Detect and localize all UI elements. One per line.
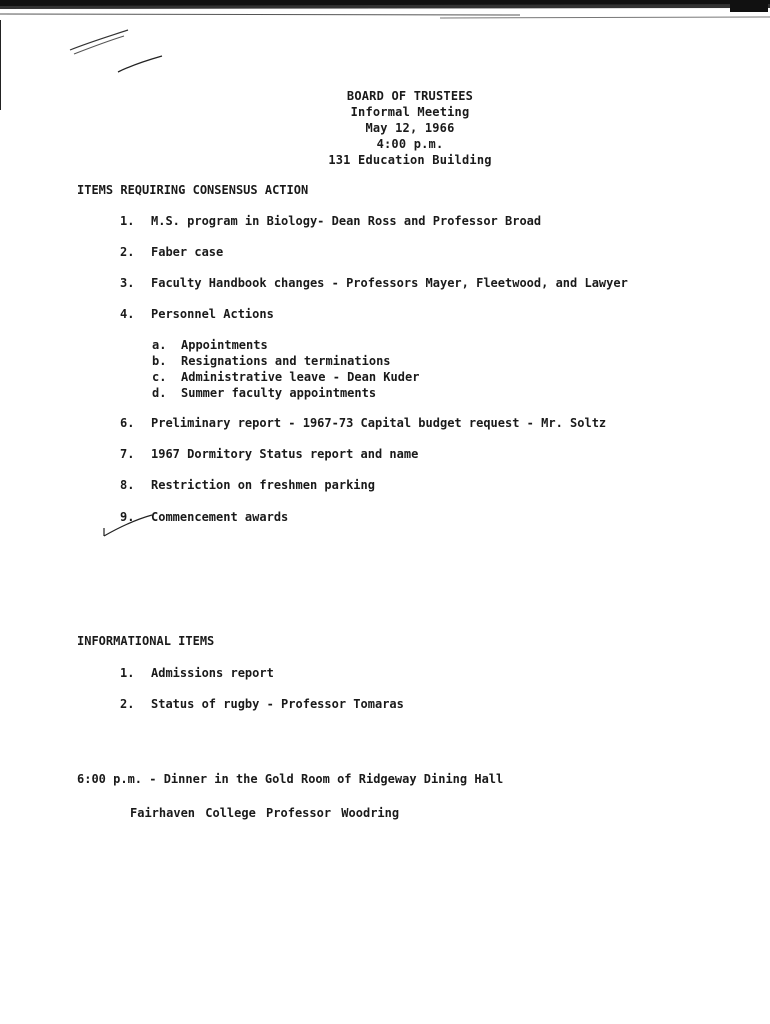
item-number: 1. bbox=[120, 666, 135, 680]
item-number: 9. bbox=[120, 510, 135, 524]
personnel-subitems bbox=[152, 337, 419, 401]
item-text: Preliminary report - 1967-73 Capital budget request - Mr. Soltz bbox=[151, 416, 607, 430]
dinner-subline: Fairhaven College Professor Woodring bbox=[130, 806, 400, 820]
agenda-item bbox=[120, 244, 223, 260]
header-meeting-type: Informal Meeting bbox=[350, 105, 470, 119]
header-location: 131 Education Building bbox=[328, 153, 492, 167]
sub-item-text: Resignations and terminations bbox=[181, 354, 391, 368]
meeting-header bbox=[0, 88, 770, 168]
agenda-item bbox=[120, 275, 628, 291]
item-text: 1967 Dormitory Status report and name bbox=[151, 447, 419, 461]
sub-item-text: Appointments bbox=[181, 338, 268, 352]
item-number: 2. bbox=[120, 697, 135, 711]
agenda-item bbox=[120, 306, 274, 322]
dinner-line: 6:00 p.m. - Dinner in the Gold Room of Ridgeway Dining Hall bbox=[77, 772, 504, 786]
consensus-heading: ITEMS REQUIRING CONSENSUS ACTION bbox=[77, 183, 309, 197]
agenda-item bbox=[120, 477, 375, 493]
info-item bbox=[120, 665, 274, 681]
item-text: Commencement awards bbox=[151, 510, 289, 524]
item-text: Restriction on freshmen parking bbox=[151, 478, 375, 492]
agenda-item bbox=[120, 415, 606, 431]
item-number: 7. bbox=[120, 447, 135, 461]
item-text: Faculty Handbook changes - Professors Mayer, Fleetwood, and Lawyer bbox=[151, 276, 628, 290]
header-time: 4:00 p.m. bbox=[376, 137, 444, 151]
sub-item bbox=[152, 337, 419, 353]
item-text: Personnel Actions bbox=[151, 307, 274, 321]
item-number: 1. bbox=[120, 214, 135, 228]
item-number: 3. bbox=[120, 276, 135, 290]
item-number: 8. bbox=[120, 478, 135, 492]
item-text: M.S. program in Biology- Dean Ross and Professor Broad bbox=[151, 214, 542, 228]
item-text: Status of rugby - Professor Tomaras bbox=[151, 697, 404, 711]
sub-item-letter: b. bbox=[152, 354, 167, 368]
sub-item-text: Summer faculty appointments bbox=[181, 386, 377, 400]
header-title: BOARD OF TRUSTEES bbox=[346, 89, 474, 103]
agenda-item bbox=[120, 213, 541, 229]
item-text: Admissions report bbox=[151, 666, 274, 680]
info-item bbox=[120, 696, 404, 712]
sub-item-letter: d. bbox=[152, 386, 167, 400]
sub-item-letter: a. bbox=[152, 338, 167, 352]
agenda-item bbox=[120, 509, 288, 525]
header-date: May 12, 1966 bbox=[365, 121, 455, 135]
item-number: 6. bbox=[120, 416, 135, 430]
sub-item bbox=[152, 369, 419, 385]
sub-item bbox=[152, 353, 419, 369]
sub-item-text: Administrative leave - Dean Kuder bbox=[181, 370, 420, 384]
item-number: 4. bbox=[120, 307, 135, 321]
informational-heading: INFORMATIONAL ITEMS bbox=[77, 634, 215, 648]
scan-edge-artifact bbox=[0, 0, 770, 24]
item-number: 2. bbox=[120, 245, 135, 259]
sub-item bbox=[152, 385, 419, 401]
sub-item-letter: c. bbox=[152, 370, 167, 384]
agenda-item bbox=[120, 446, 418, 462]
item-text: Faber case bbox=[151, 245, 224, 259]
